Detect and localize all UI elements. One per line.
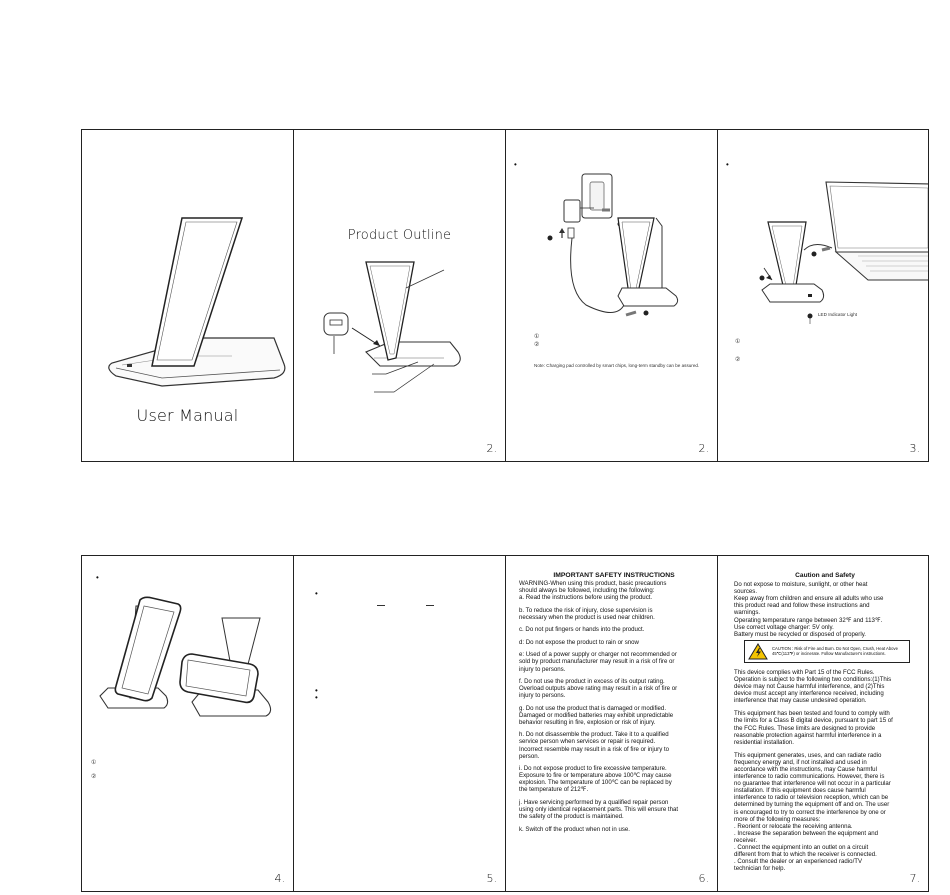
safety-instructions-page bbox=[506, 556, 718, 891]
safety-paragraph: b. To reduce the risk of injury, close supervision is necessary when the product is used near children. bbox=[519, 606, 655, 621]
safety-paragraph: k. Switch off the product when not in use. bbox=[519, 825, 630, 833]
manual-top-strip bbox=[81, 129, 929, 462]
page-number: 2. bbox=[698, 442, 709, 455]
step-marker-2: ② bbox=[735, 357, 741, 363]
step-marker-1: ① bbox=[534, 334, 540, 340]
safety-title: IMPORTANT SAFETY INSTRUCTIONS bbox=[553, 572, 675, 579]
step-marker-1: ① bbox=[735, 339, 741, 345]
phone-placement-illustration bbox=[82, 556, 294, 891]
safety-paragraph: e: Used of a power supply or charger not recommended or sold by product manufacturer may result in a risk of fire or injury to persons. bbox=[519, 651, 677, 673]
caution-title: Caution and Safety bbox=[795, 572, 855, 579]
caution-safety bbox=[734, 572, 916, 878]
page-number: 6. bbox=[698, 872, 709, 885]
safety-paragraph: f. Do not use the product in excess of its output rating. Overload outputs above rating may result in a risk of fire or injury to persons. bbox=[519, 677, 678, 700]
laptop-connection-page bbox=[718, 130, 928, 461]
page-number: 7. bbox=[909, 872, 920, 885]
page-number: 3. bbox=[909, 442, 920, 455]
led-indicator-label: LED Indicator Light bbox=[818, 312, 858, 317]
laptop-charging-illustration bbox=[718, 130, 928, 461]
step-marker-2: ② bbox=[91, 774, 97, 780]
step-marker-1: ① bbox=[91, 760, 97, 766]
cover-page bbox=[82, 130, 294, 461]
safety-paragraph: WARNING-When using this product, basic precautions should always be followed, including the following: a. Read the instructions before using the product. bbox=[519, 580, 667, 602]
page-number: 5. bbox=[486, 872, 497, 885]
specifications-page bbox=[294, 556, 506, 891]
caution-safety-page bbox=[718, 556, 928, 891]
page-number: 2. bbox=[486, 442, 497, 455]
fcc-paragraph: This equipment generates, uses, and can radiate radio frequency energy and, if not installed and used in accordance with the instructions, may Cause harmful interference to radio communications. However, there is no guarantee that interference will not occur in a particular installation. If this equipment does cause harmful interference to radio or television reception, which can be determined by turning the equipment off and on. The user is encouraged to try to correct the interference by one or more of the following measures: . Reorient or relocate the receiving antenna. . Increase the separation between the equipment and receiver. . Connect the equipment into an outlet on a circuit different from that to which the receiver is connected. . Consult the dealer or an experienced radio/TV technician for help. bbox=[734, 751, 891, 873]
adapter-connection-illustration bbox=[506, 130, 718, 461]
safety-paragraph: i. Do not expose product to fire excessive temperature. Exposure to fire or temperature above 100℃ may cause explosion. The temperature of 100℃ can be replaced by the temperature of 212℉. bbox=[519, 765, 672, 794]
safety-paragraph: h. Do not disassemble the product. Take it to a qualified service person when services or repair is required. Incorrect resemble may result in a risk of fire or injury to person. bbox=[519, 731, 670, 760]
manual-bottom-strip bbox=[81, 555, 929, 892]
warning-icon bbox=[748, 643, 768, 660]
safety-paragraph: c. Do not put fingers or hands into the product. bbox=[519, 626, 645, 634]
fcc-paragraph: This device complies with Part 15 of the FCC Rules. Operation is subject to the following two conditions:(1)This device may not Cause harmful interference, and (2)This device must accept any interference received, including interference that may cause undesired operation. bbox=[734, 668, 892, 705]
cover-title: User Manual bbox=[136, 406, 239, 425]
charging-note: Note: Charging pad controlled by smart chips, long-term standby can be assured. bbox=[534, 363, 700, 368]
connection-page bbox=[506, 130, 718, 461]
bullet: • bbox=[315, 693, 318, 702]
bullet: • bbox=[514, 160, 517, 169]
product-outline-title: Product Outline bbox=[347, 228, 452, 243]
warning-box bbox=[744, 640, 910, 663]
step-marker-2: ② bbox=[534, 342, 540, 348]
safety-paragraph: d: Do not expose the product to rain or snow bbox=[519, 638, 639, 646]
safety-paragraph: j. Have servicing performed by a qualified repair person using only identical replacement parts. This will ensure that the safety of the product is maintained. bbox=[519, 798, 679, 821]
caution-intro: Do not expose to moisture, sunlight, or other heat sources. Keep away from children and ensure all adults who use this product read and follow these instructions and warnings. Operating temperature range between 32℉ and 113℉. Use correct voltage charger: 5V only. Battery must be recycled or disposed of properly. bbox=[734, 581, 884, 638]
fcc-paragraph: This equipment has been tested and found to comply with the limits for a Class B digital device, pursuant to part 15 of the FCC Rules. These limits are designed to provide reasonable protection against harmful interference in a residential installation. bbox=[734, 710, 893, 746]
underline-blank bbox=[426, 605, 434, 606]
product-outline-page bbox=[294, 130, 506, 461]
bullet: • bbox=[726, 160, 729, 169]
safety-instructions bbox=[519, 572, 709, 838]
bullet: • bbox=[315, 589, 318, 598]
bullet: • bbox=[315, 686, 318, 695]
phone-placement-page bbox=[82, 556, 294, 891]
underline-blank bbox=[377, 605, 385, 606]
page-number: 4. bbox=[274, 872, 285, 885]
warning-text: CAUTION : Risk of Fire and Burn. Do Not Open, Crush, Heat Above 45℃(113℉) or incinerate. Follow Manufacturer's instructions. bbox=[772, 646, 898, 657]
bullet: • bbox=[96, 573, 99, 582]
safety-paragraph: g. Do not use the product that is damaged or modified. Damaged or modified batteries may exhibit unpredictable behavior resulting in fire, explosion or risk of injury. bbox=[519, 704, 674, 726]
product-outline-diagram bbox=[294, 130, 506, 461]
